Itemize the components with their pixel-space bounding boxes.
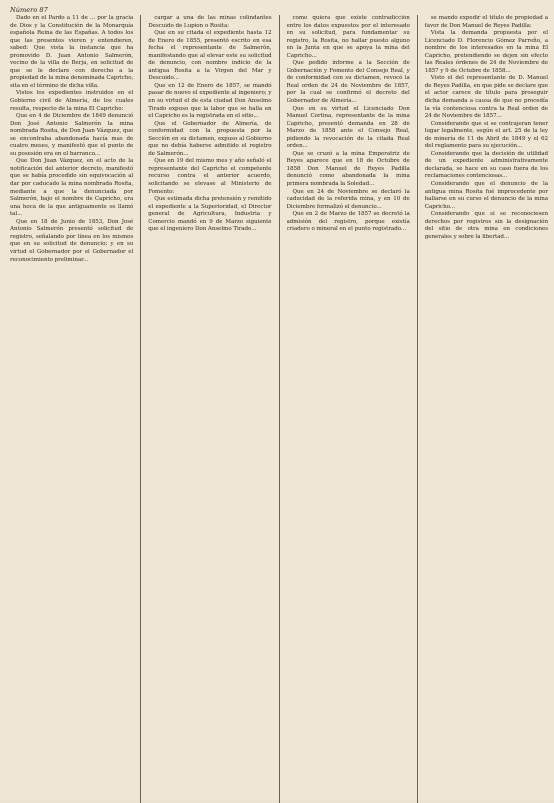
paragraph: Que en 2 de Marzo de 1857 se decretó la admisión del registro, porque existía criadero o mineral en el punto registrado... xyxy=(286,211,410,233)
page-number-header: Número 87 xyxy=(10,6,48,14)
paragraph: Que el Gobernador de Almería, de conformidad con la propuesta por la Sección en su dictamen, expuso al Gobierno que no debía haberse admitido el registro de Salmerón... xyxy=(148,120,272,157)
paragraph: se mandó expedir el título de propiedad a favor de Don Manuel de Reyes Padilla: xyxy=(424,15,548,29)
column-rule xyxy=(417,15,418,803)
paragraph: Que en su citada el expediente hasta 12 de Enero de 1855, presentó escrito en esa fecha el representante de Salmerón, manifestando que al elevar este su solicitud de denuncio, con nombre indicio de la antigua Rosita a la Virgen del Mar y Descuido... xyxy=(148,30,272,82)
paragraph: Que Don Juan Vázquez, en el acto de la notificación del anterior decreto, manifestó que se había procedido sin equivocación al dar por caducado la mina nombrada Rosita, mediante a que la denunciada por Salmerón, bajo el nombre de Capricho, era una hoca de la que antiguamente se llamó tal... xyxy=(10,158,134,218)
column-1 xyxy=(10,15,133,803)
paragraph: Considerando que si se contrajeran tener lugar legalmente, según el art. 25 de la ley de minería de 11 de Abril de 1849 y el 62 del reglamento para su ejecución... xyxy=(424,120,548,150)
paragraph: Que en 18 de Junio de 1853, Don José Antonio Salmerón presentó solicitud de registro, señalando por línea en los mismos que en su solicitud de denuncio; y en su virtud el Gobernador por el Gobernador el reconocimiento preliminar... xyxy=(10,218,134,263)
column-rule xyxy=(279,15,280,803)
paragraph: Que pedido informe a la Sección de Gobernación y Fomento del Consejo Real, y de conformidad con su dictamen, revocó la Real orden de 24 de Noviembre de 1857, por la cual se confirmó el decreto del Gobernador de Almería... xyxy=(286,60,410,105)
paragraph: Que en 12 de Enero de 1857, se mandó pasar de nuevo el expediente al ingeniero; y en su virtud el de esta ciudad Don Anselmo Tirado expuso que la labor que se halla en el Capricho es la registrada en el sitio... xyxy=(148,82,272,120)
column-2 xyxy=(148,15,271,803)
paragraph: Que en 24 de Noviembre se declaró la caducidad de la referida mina, y en 10 de Diciembre formalizó el denuncio... xyxy=(286,188,410,210)
paragraph: Que en 19 del mismo mes y año señaló el representante del Capricho el competente recurso contra el anterior acuerdo, solicitando se elevase al Ministerio de Fomento: xyxy=(148,158,272,195)
paragraph: Dado en el Pardo a 11 de ... por la gracia de Dios y la Constitución de la Monarquía española Reina de las Españas. A todos los que las presentes vieren y entendieren, sabed: Que vista la instancia que ha promovido D. Juan Antonio Salmerón, vecino de la villa de Berja, en solicitud de que se le declare con derecho a la propiedad de la mina denominada Capricho, sita en el término de dicha villa. xyxy=(10,15,134,89)
paragraph: Que en 4 de Diciembre de 1849 denunció Don José Antonio Salmerón la mina nombrada Rosita, de Don Juan Vázquez, que se encontraba abandonada hacía mas de cuatro meses, y manifestó que el punto de su posesión era en el barranco... xyxy=(10,113,134,157)
text-columns xyxy=(10,15,548,803)
paragraph: Visto el del representante de D. Manuel de Reyes Padilla, en que pide se declare que el actor carece de título para proseguir dicha demanda a causa de que no procedía la vía contenciosa contra la Real orden de 24 de Noviembre de 1857... xyxy=(424,75,548,120)
paragraph: como quiera que existe contradicción entre los datos expuestos por el interesado en su solicitud, para fundamentar su registro, la Rosita, no hallar puesto alguno en la Junta en que se apoya la mina del Capricho... xyxy=(286,15,410,59)
paragraph: Considerando que si se reconociesen derechos por registros sin la designación del sitio de otra mina en condiciones generales y sobre la libertad... xyxy=(424,211,548,240)
paragraph: Considerando que el denuncio de la antigua mina Rosita fué improcedente por hallarse en su curso el denuncio de la mina Capricho... xyxy=(424,181,548,210)
paragraph: Que en su virtud el Licenciado Don Manuel Cortina, representante de la mina Capricho, presentó demanda en 28 de Marzo de 1858 ante el Consejo Real, pidiendo la revocación de la citada Real orden... xyxy=(286,105,410,150)
column-rule xyxy=(140,15,141,803)
column-4 xyxy=(425,15,548,803)
paragraph: cargar a una de las minas colindantes Descuido de Lupion o Rosita: xyxy=(148,15,272,29)
paragraph: Vista la demanda propuesta por el Licenciado D. Florencio Gómez Parreño, a nombre de los interesados en la mina El Capricho, pretendiendo se dejen sin efecto las Reales órdenes de 24 de Noviembre de 1857 y 9 de Octubre de 1858... xyxy=(424,30,548,74)
paragraph: Considerando que la decisión de utilidad de un expediente administrativamente declarada, se hace en su caso fuera de los reclamaciones contenciosas... xyxy=(424,150,548,180)
column-3 xyxy=(287,15,410,803)
paragraph: Vistos los expedientes instruidos en el Gobierno civil de Almería, de los cuales resulta, respecto de la mina El Capricho: xyxy=(10,90,134,112)
paragraph: Que estimada dicha pretensión y remitido el expediente a la Superioridad, el Director general de Agricultura, Industria y Comercio mandó en 9 de Marzo siguiente que el ingeniero Don Anselmo Tirado... xyxy=(148,196,272,233)
paragraph: Que se cruzó a la mina Emperatriz de Reyes aparece que en 18 de Octubre de 1858 Don Manuel de Reyes Padilla denunció como abandonada la mina primera nombrada la Soledad... xyxy=(286,150,410,188)
